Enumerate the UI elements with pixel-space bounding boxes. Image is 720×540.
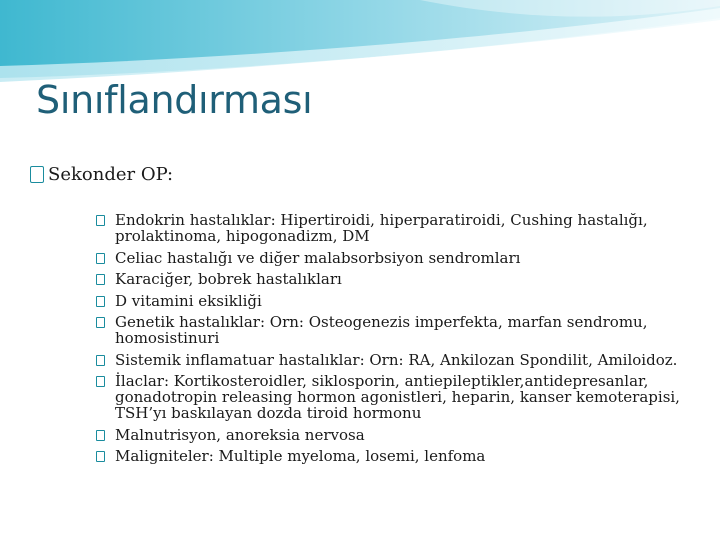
list-item-text: İlaclar: Kortikosteroidler, siklosporin, antiepileptikler,antidepresanlar, gonadotropin releasing hormon agonistleri, heparin, kanser kemoterapisi, TSH’yı baskılayan dozda tiroid hormonu	[115, 372, 680, 422]
list-item-text: Malnutrisyon, anoreksia nervosa	[115, 425, 365, 444]
bullet-icon	[96, 274, 105, 285]
list-item-text: Endokrin hastalıklar: Hipertiroidi, hiperparatiroidi, Cushing hastalığı, prolaktinoma, hipogonadizm, DM	[115, 211, 648, 245]
list-item-text: Maligniteler: Multiple myeloma, losemi, lenfoma	[115, 447, 486, 465]
bullet-icon	[96, 253, 105, 264]
bullet-icon	[96, 355, 105, 366]
section-heading	[30, 164, 173, 185]
list-item	[96, 271, 696, 287]
list-item	[96, 250, 696, 266]
bullet-icon	[96, 296, 105, 307]
bullet-icon	[96, 215, 105, 226]
bullet-icon	[96, 376, 105, 387]
bullet-marker-icon	[30, 166, 44, 183]
list-item	[96, 427, 696, 443]
list-item-text: Genetik hastalıklar: Orn: Osteogenezis imperfekta, marfan sendromu, homosistinuri	[115, 313, 648, 347]
list-item-text: Karaciğer, bobrek hastalıkları	[115, 270, 342, 288]
list-item	[96, 314, 696, 346]
bullet-icon	[96, 317, 105, 328]
bullet-icon	[96, 430, 105, 441]
bullet-icon	[96, 451, 105, 462]
list-item	[96, 352, 696, 368]
slide-title: Sınıflandırması	[36, 78, 313, 122]
section-label: Sekonder OP:	[48, 164, 174, 185]
list-item-text: Sistemik inflamatuar hastalıklar: Orn: RA, Ankilozan Spondilit, Amiloidoz.	[115, 350, 678, 369]
list-item	[96, 373, 696, 421]
cause-list	[96, 212, 696, 470]
list-item	[96, 293, 696, 309]
list-item-text: D vitamini eksikliği	[115, 291, 262, 310]
list-item	[96, 212, 696, 244]
list-item	[96, 448, 696, 464]
header-wave-banner	[0, 0, 720, 90]
list-item-text: Celiac hastalığı ve diğer malabsorbsiyon sendromları	[115, 248, 521, 267]
